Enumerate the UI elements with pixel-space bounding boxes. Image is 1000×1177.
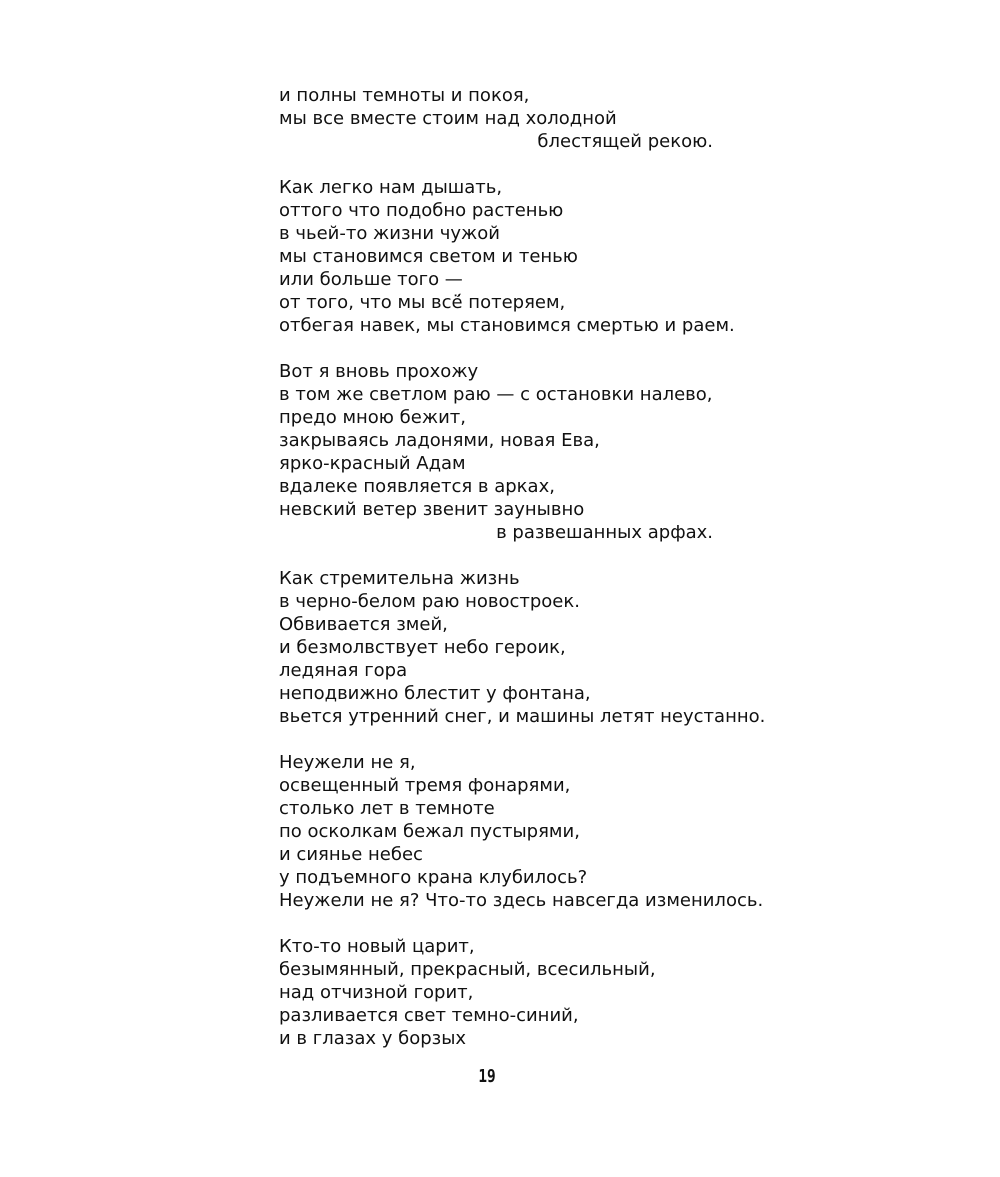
poem-line: мы становимся светом и тенью xyxy=(279,246,578,267)
poem-line: над отчизной горит, xyxy=(279,982,474,1003)
poem-line: освещенный тремя фонарями, xyxy=(279,775,571,796)
poem-line: и безмолвствует небо героик, xyxy=(279,637,566,658)
page-number: 19 xyxy=(478,1066,496,1087)
poem-line: Как легко нам дышать, xyxy=(279,177,503,198)
stanza xyxy=(279,360,719,544)
poem-line: в чьей-то жизни чужой xyxy=(279,223,500,244)
poem-line: блестящей рекою. xyxy=(537,131,713,152)
poem-line: отбегая навек, мы становимся смертью и раем. xyxy=(279,315,735,336)
poem-line: ярко-красный Адам xyxy=(279,453,466,474)
poem-line: неподвижно блестит у фонтана, xyxy=(279,683,591,704)
poem-line: разливается свет темно-синий, xyxy=(279,1005,579,1026)
poem-line: или больше того — xyxy=(279,269,463,290)
poem-line: Неужели не я, xyxy=(279,752,416,773)
stanza xyxy=(279,751,764,912)
stanza xyxy=(279,84,719,153)
poem-line: и сиянье небес xyxy=(279,844,423,865)
poem-line: и в глазах у борзых xyxy=(279,1028,467,1049)
poem-line: невский ветер звенит заунывно xyxy=(279,499,585,520)
stanza xyxy=(279,176,735,337)
poem-line: столько лет в темноте xyxy=(279,798,495,819)
poem-line: вьется утренний снег, и машины летят неустанно. xyxy=(279,706,766,727)
poem-line: Обвивается змей, xyxy=(279,614,448,635)
stanza xyxy=(279,935,719,1050)
poem-line: Кто-то новый царит, xyxy=(279,936,475,957)
poem-line: Неужели не я? Что-то здесь навсегда изменилось. xyxy=(279,890,764,911)
poem-line: оттого что подобно растенью xyxy=(279,200,564,221)
poem-line: закрываясь ладонями, новая Ева, xyxy=(279,430,600,451)
poem-line: ледяная гора xyxy=(279,660,408,681)
poem-line: Как стремительна жизнь xyxy=(279,568,520,589)
poem-line: в черно-белом раю новостроек. xyxy=(279,591,580,612)
stanza xyxy=(279,567,766,728)
poem-line: предо мною бежит, xyxy=(279,407,466,428)
poem-line: безымянный, прекрасный, всесильный, xyxy=(279,959,656,980)
poem-text xyxy=(279,84,766,1050)
poem-line: от того, что мы всё́ потеряем, xyxy=(279,292,566,313)
poem-line: по осколкам бежал пустырями, xyxy=(279,821,580,842)
poem-line: в том же светлом раю — с остановки налево, xyxy=(279,384,713,405)
poem-line: и полны темноты и покоя, xyxy=(279,85,530,106)
poem-line: мы все вместе стоим над холодной xyxy=(279,108,617,129)
poem-line: вдалеке появляется в арках, xyxy=(279,476,555,497)
poem-line: у подъемного крана клубилось? xyxy=(279,867,588,888)
poem-line: Вот я вновь прохожу xyxy=(279,361,479,382)
poem-line: в развешанных арфах. xyxy=(496,522,713,543)
